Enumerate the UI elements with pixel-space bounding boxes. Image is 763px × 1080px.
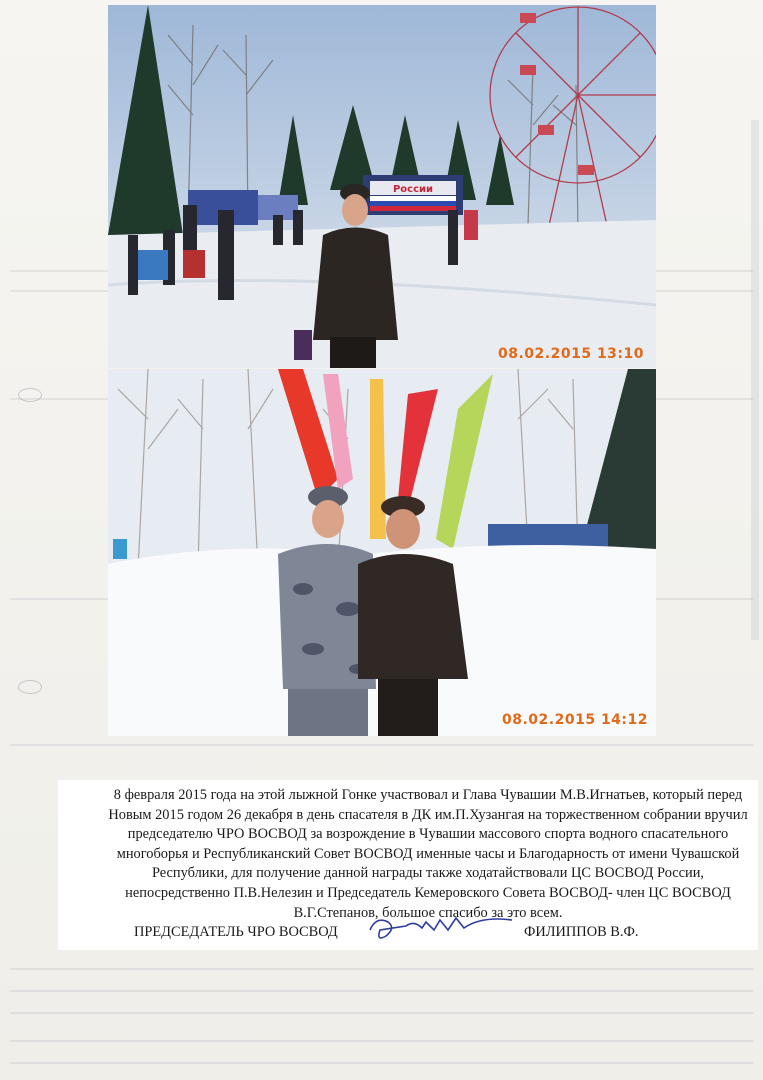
bleed-line	[10, 1012, 753, 1014]
photo-two-men-snow	[108, 369, 656, 736]
bleed-line	[10, 1062, 753, 1064]
bleed-line	[10, 968, 753, 970]
punch-hole	[18, 680, 42, 694]
punch-hole	[18, 388, 42, 402]
photo-timestamp: 08.02.2015 13:10	[498, 346, 645, 362]
bleed-line	[10, 1040, 753, 1042]
signature-name: ФИЛИППОВ В.Ф.	[524, 924, 639, 940]
stage-banner-text: России	[392, 184, 434, 195]
scan-edge	[751, 120, 759, 640]
bleed-line	[10, 744, 753, 746]
photo-timestamp: 08.02.2015 14:12	[502, 712, 649, 728]
signature-title: ПРЕДСЕДАТЕЛЬ ЧРО ВОСВОД	[134, 924, 338, 940]
photo-winter-festival	[108, 5, 656, 368]
handwritten-signature	[366, 908, 516, 948]
bleed-line	[10, 990, 753, 992]
letter-paragraph: 8 февраля 2015 года на этой лыжной Гонке участвовал и Глава Чувашии М.В.Игнатьев, который перед Новым 2015 годом 26 декабря в день спасателя в ДК им.П.Хузангая на торжественном собрании вручил председателю ЧРО ВОСВОД за возрождение в Чувашии массового спорта водного спасательного многоборья и Республиканский Совет ВОСВОД именные часы и Благодарность от имени Чувашской Республики, для получение данной награды также ходатайствовали ЦС ВОСВОД России, непосредственно П.В.Нелезин и Председатель Кемеровского Совета ВОСВОД- член ЦС ВОСВОД В.Г.Степанов, большое спасибо за это всем.	[108, 787, 748, 921]
